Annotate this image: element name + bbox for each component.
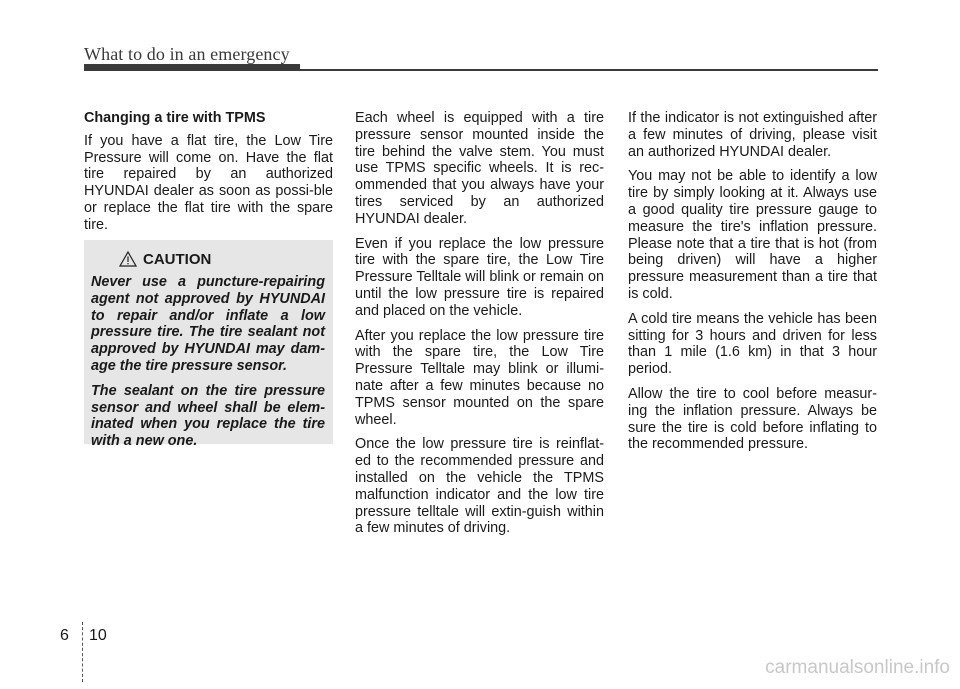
- column-3: [628, 110, 877, 461]
- section-heading: Changing a tire with TPMS: [84, 110, 266, 126]
- caution-box: [84, 240, 333, 450]
- warning-triangle-icon: [119, 251, 137, 267]
- footer-separator: [82, 622, 83, 682]
- column-1: [84, 110, 333, 242]
- paragraph: After you replace the low pressure tire with the spare tire, the Low Tire Pressure Telltale may blink or illumi-nate after a few minutes because no TPMS sensor mounted on the spare wheel.: [355, 327, 604, 428]
- chapter-number: 6: [60, 627, 69, 644]
- caution-header: [91, 248, 325, 270]
- watermark-text: carmanualsonline.info: [765, 657, 950, 678]
- caution-title: CAUTION: [143, 250, 212, 268]
- paragraph: Once the low pressure tire is reinflat-ed to the recommended pressure and installed on the vehicle the TPMS malfunction indicator and the low tire pressure telltale will extin-guish within a few minutes of driving.: [355, 436, 604, 537]
- paragraph: You may not be able to identify a low tire by simply looking at it. Always use a good quality tire pressure gauge to measure the tire's inflation pressure. Please note that a tire that is hot (from being driven) will have a higher pressure measurement than a tire that is cold.: [628, 168, 877, 302]
- caution-paragraph: Never use a puncture-repairing agent not approved by HYUNDAI to repair and/or inflate a low pressure tire. The tire sealant not approved by HYUNDAI may dam-age the tire pressure sensor.: [91, 274, 325, 374]
- paragraph: Allow the tire to cool before measur-ing the inflation pressure. Always be sure the tire is cold before inflating to the recommended pressure.: [628, 385, 877, 453]
- paragraph: If you have a flat tire, the Low Tire Pressure will come on. Have the flat tire repaired by an authorized HYUNDAI dealer as soon as possi-ble or replace the flat tire with the spare tire.: [84, 132, 333, 233]
- page-number: 10: [89, 627, 107, 644]
- column-2: [355, 110, 604, 545]
- paragraph: A cold tire means the vehicle has been sitting for 3 hours and driven for less than 1 mile (1.6 km) in that 3 hour period.: [628, 310, 877, 378]
- paragraph: Each wheel is equipped with a tire pressure sensor mounted inside the tire behind the valve stem. You must use TPMS specific wheels. It is rec-ommended that you always have your tires serviced by an authorized HYUNDAI dealer.: [355, 110, 604, 227]
- paragraph: Even if you replace the low pressure tire with the spare tire, the Low Tire Pressure Telltale will blink or remain on until the low pressure tire is repaired and placed on the vehicle.: [355, 235, 604, 319]
- header-rule: [84, 69, 878, 71]
- page-header-title: What to do in an emergency: [84, 44, 290, 64]
- paragraph: If the indicator is not extinguished after a few minutes of driving, please visit an authorized HYUNDAI dealer.: [628, 110, 877, 160]
- caution-paragraph: The sealant on the tire pressure sensor and wheel shall be elem-inated when you replace the tire with a new one.: [91, 382, 325, 450]
